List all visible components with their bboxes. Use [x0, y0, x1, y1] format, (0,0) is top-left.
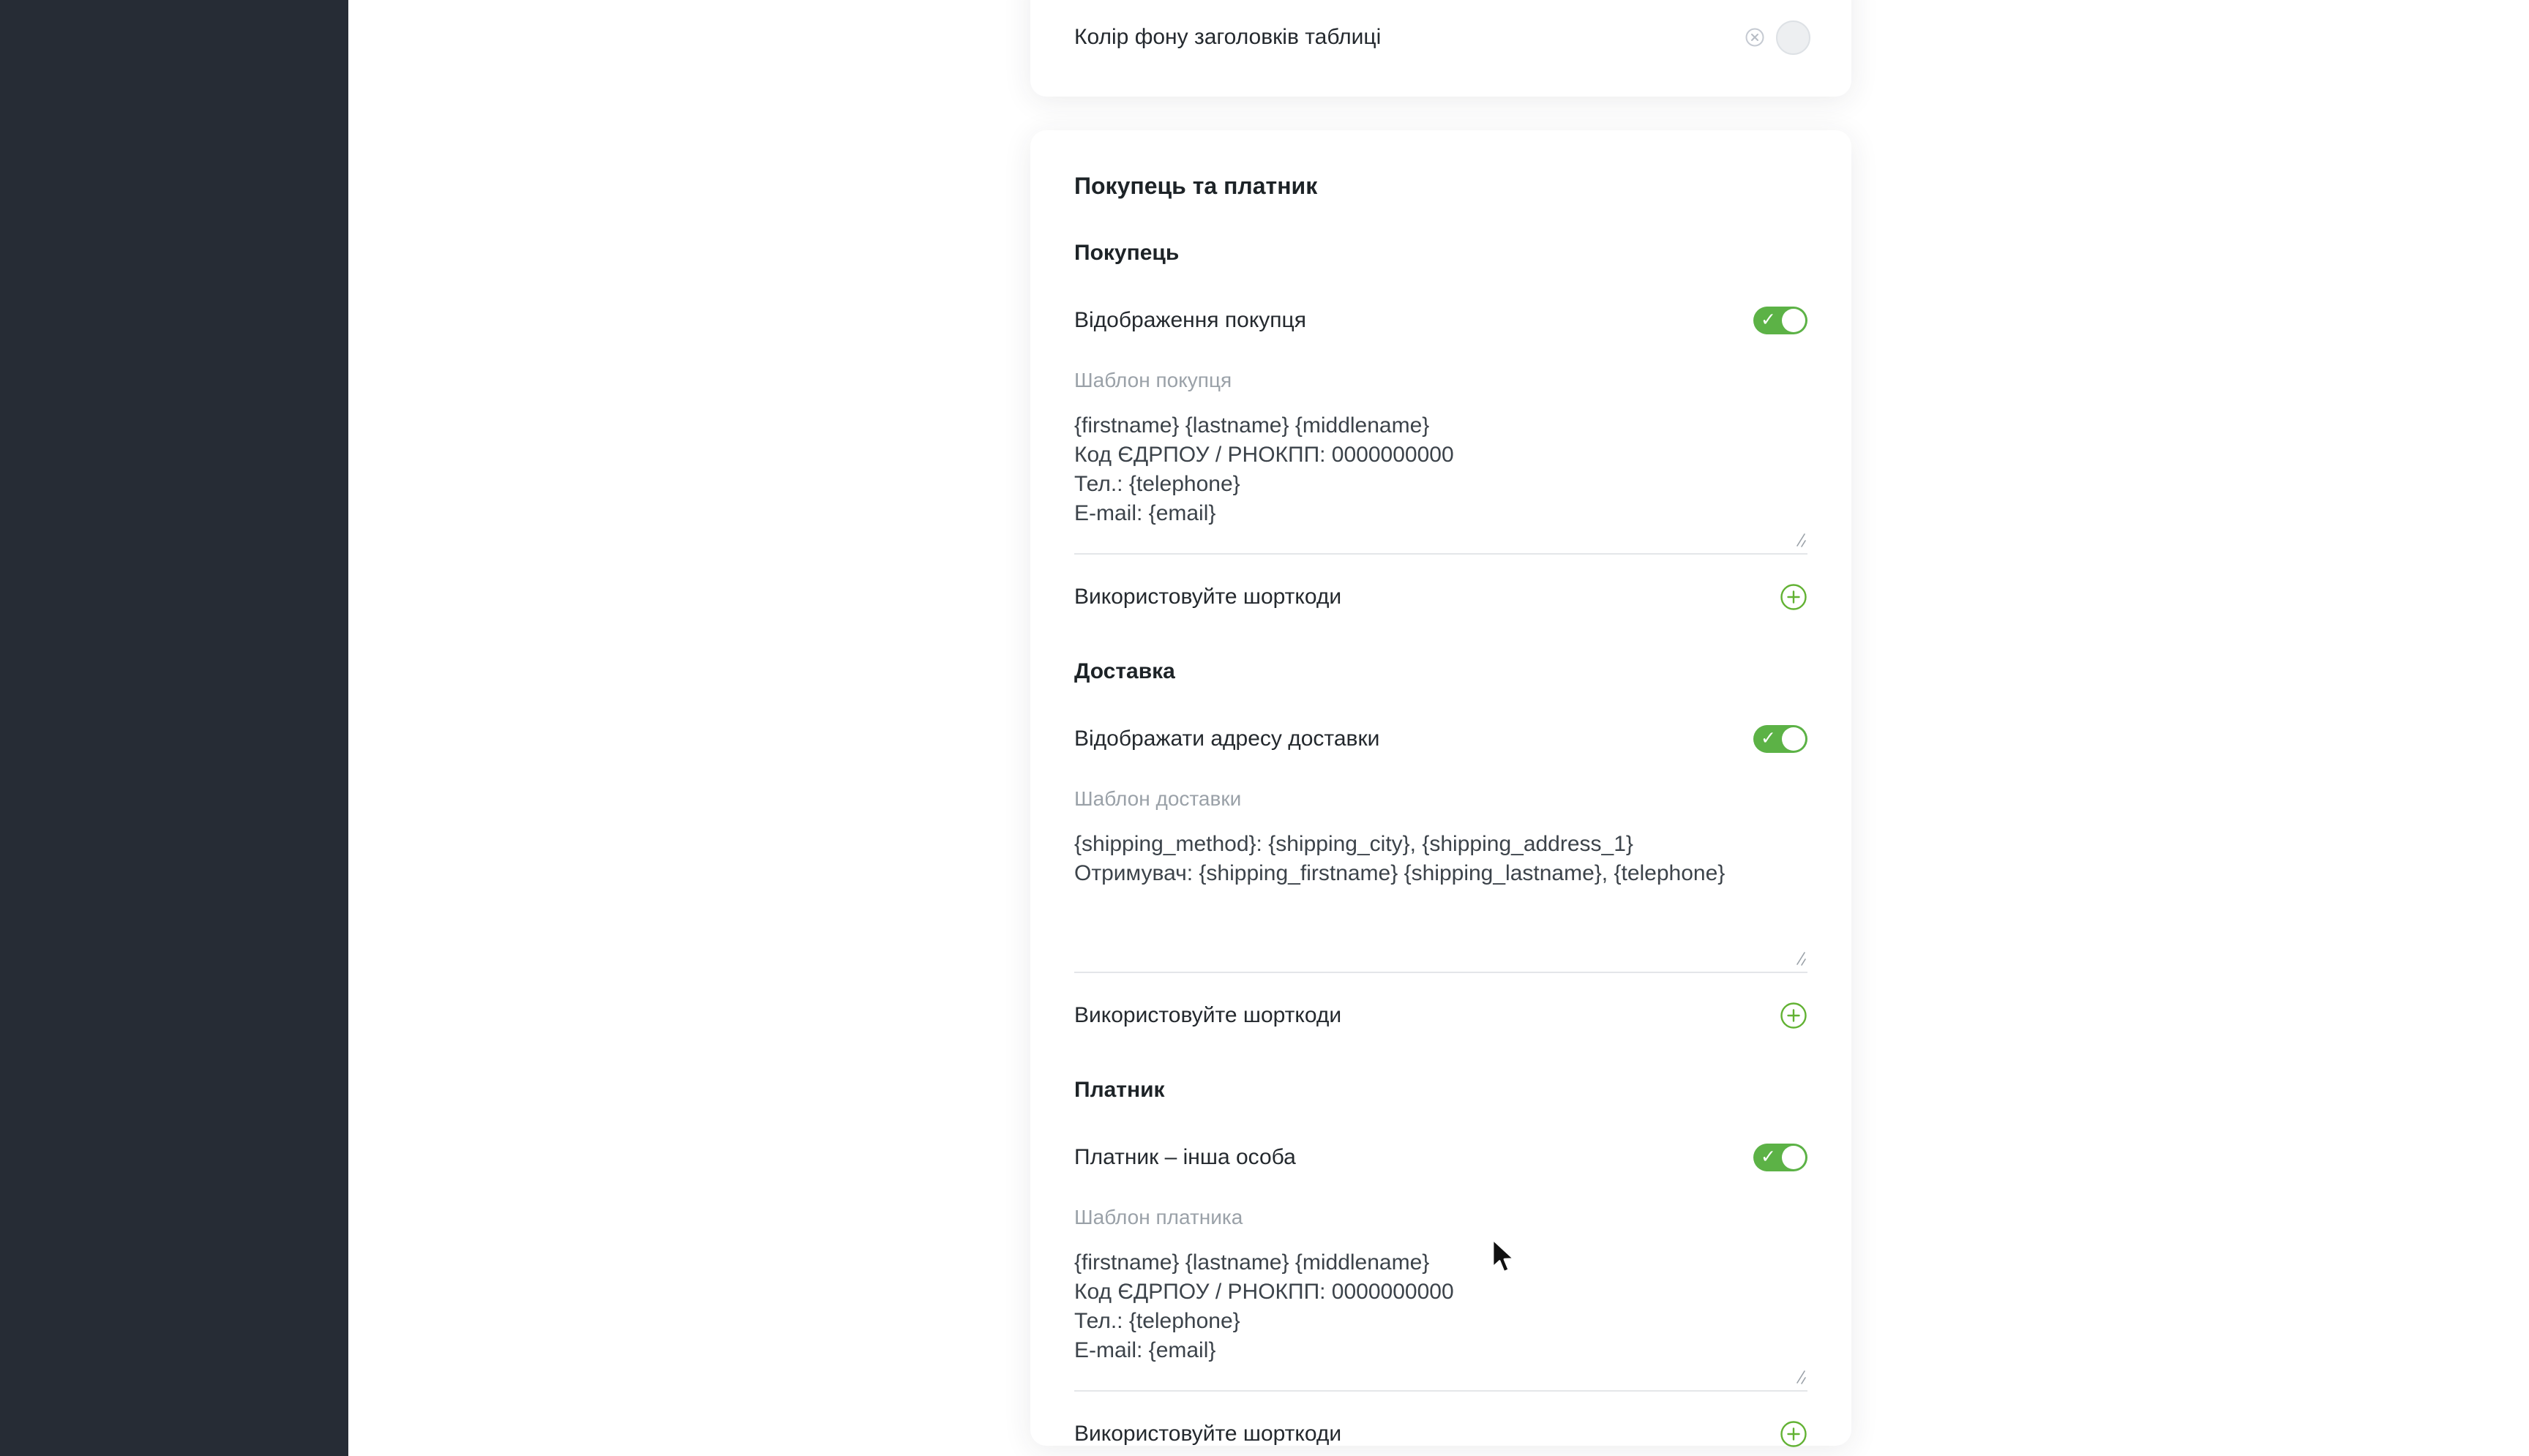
toggle-row-payer	[1074, 1140, 1807, 1175]
shipping-display-toggle[interactable]	[1753, 725, 1807, 753]
clear-color-icon[interactable]	[1745, 28, 1764, 47]
shortcode-hint: Використовуйте шорткоди	[1074, 1003, 1342, 1027]
toggle-label: Платник – інша особа	[1074, 1145, 1296, 1169]
admin-sidebar	[0, 0, 348, 1456]
toggle-label: Відображення покупця	[1074, 308, 1306, 332]
shortcode-row-buyer	[1074, 575, 1807, 619]
color-swatch[interactable]	[1776, 20, 1810, 55]
resize-handle-icon[interactable]	[1790, 950, 1806, 966]
section-heading-buyer: Покупець	[1074, 241, 1180, 265]
toggle-knob	[1782, 727, 1805, 751]
template-field-payer	[1074, 1245, 1807, 1392]
toggle-knob	[1782, 309, 1805, 332]
buyer-display-toggle[interactable]	[1753, 307, 1807, 334]
shortcode-row-payer	[1074, 1412, 1807, 1456]
resize-handle-icon[interactable]	[1790, 531, 1806, 547]
card-title: Покупець та платник	[1074, 173, 1318, 199]
shortcode-row-shipping	[1074, 994, 1807, 1037]
add-shortcode-icon[interactable]	[1780, 583, 1807, 611]
color-setting-card	[1030, 0, 1851, 97]
check-icon: ✓	[1761, 728, 1776, 748]
shortcode-hint: Використовуйте шорткоди	[1074, 1422, 1342, 1446]
payer-other-person-toggle[interactable]	[1753, 1144, 1807, 1171]
template-label: Шаблон доставки	[1074, 787, 1242, 810]
toggle-row-shipping	[1074, 721, 1807, 757]
toggle-knob	[1782, 1146, 1805, 1169]
section-heading-shipping: Доставка	[1074, 659, 1175, 683]
template-label: Шаблон платника	[1074, 1206, 1243, 1228]
template-label: Шаблон покупця	[1074, 369, 1232, 391]
check-icon: ✓	[1761, 1147, 1776, 1167]
buyer-payer-card	[1030, 130, 1851, 1446]
section-heading-payer: Платник	[1074, 1078, 1165, 1102]
buyer-template-textarea[interactable]	[1074, 408, 1807, 555]
add-shortcode-icon[interactable]	[1780, 1002, 1807, 1029]
color-setting-row	[1074, 19, 1810, 56]
shortcode-hint: Використовуйте шорткоди	[1074, 585, 1342, 609]
check-icon: ✓	[1761, 309, 1776, 330]
color-setting-label: Колір фону заголовків таблиці	[1074, 25, 1382, 49]
add-shortcode-icon[interactable]	[1780, 1420, 1807, 1448]
color-controls	[1745, 20, 1810, 55]
payer-template-textarea[interactable]	[1074, 1245, 1807, 1392]
resize-handle-icon[interactable]	[1790, 1368, 1806, 1384]
toggle-row-buyer	[1074, 303, 1807, 338]
toggle-label: Відображати адресу доставки	[1074, 727, 1380, 751]
template-field-shipping	[1074, 827, 1807, 973]
template-field-buyer	[1074, 408, 1807, 555]
shipping-template-textarea[interactable]	[1074, 827, 1807, 973]
